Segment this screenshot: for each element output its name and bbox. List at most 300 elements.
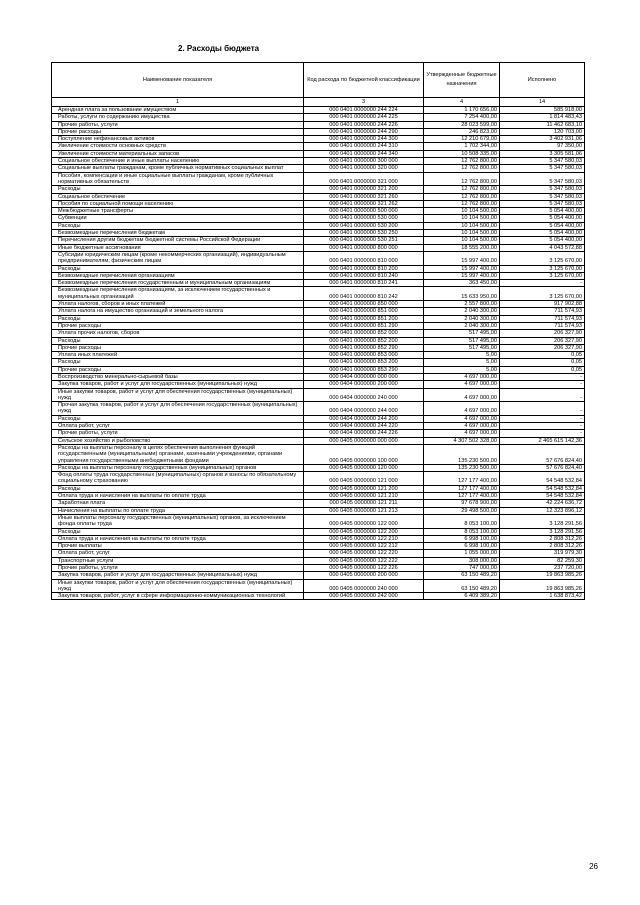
- expense-code-cell: 000 0401 0000000 244 224: [304, 107, 424, 114]
- indicator-name-cell: Социальные выплаты гражданам, кроме публичных нормативных социальных выплат: [52, 165, 304, 172]
- expense-code-cell: 000 0401 0000000 852 290: [304, 344, 424, 351]
- indicator-name-cell: Расходы: [52, 265, 304, 272]
- executed-amount-cell: 711 574,93: [500, 322, 585, 329]
- column-number: 1: [52, 98, 304, 107]
- expense-code-cell: 000 0404 0000000 244 226: [304, 430, 424, 437]
- executed-amount-cell: 57 676 824,40: [500, 444, 585, 464]
- table-row: [52, 415, 585, 422]
- executed-amount-cell: 19 863 985,26: [500, 579, 585, 593]
- expense-code-cell: 000 0405 0000000 122 220: [304, 550, 424, 557]
- executed-amount-cell: 5 347 580,03: [500, 200, 585, 207]
- approved-amount-cell: 2 040 300,00: [424, 308, 500, 315]
- table-row: [52, 423, 585, 430]
- approved-amount-cell: 127 177 400,00: [424, 493, 500, 500]
- table-row: [52, 402, 585, 416]
- indicator-name-cell: Увеличение стоимости основных средств: [52, 143, 304, 150]
- expense-code-cell: 000 0401 0000000 530 251: [304, 237, 424, 244]
- approved-amount-cell: 63 150 489,20: [424, 579, 500, 593]
- indicator-name-cell: Пособия, компенсации и иные социальные выплаты гражданам, кроме публичных нормативных обязательств: [52, 172, 304, 186]
- executed-amount-cell: 3 128 291,56: [500, 514, 585, 528]
- indicator-name-cell: Безвозмездные перечисления организациям, за исключением государственных и муниципальных организаций: [52, 287, 304, 301]
- table-row: [52, 514, 585, 528]
- executed-amount-cell: 3 125 670,00: [500, 265, 585, 272]
- expense-code-cell: 000 0401 0000000 244 340: [304, 150, 424, 157]
- approved-amount-cell: 135 230 500,00: [424, 464, 500, 471]
- expense-code-cell: 000 0401 0000000 852 200: [304, 337, 424, 344]
- expense-code-cell: 000 0405 0000000 100 000: [304, 444, 424, 464]
- expense-code-cell: 000 0404 0000000 240 000: [304, 388, 424, 402]
- expense-code-cell: 000 0401 0000000 321 200: [304, 186, 424, 193]
- approved-amount-cell: 4 697 000,00: [424, 430, 500, 437]
- indicator-name-cell: Прочие выплаты: [52, 543, 304, 550]
- column-number: 14: [500, 98, 585, 107]
- table-row: [52, 359, 585, 366]
- approved-amount-cell: 15 997 400,00: [424, 272, 500, 279]
- column-number: 3: [304, 98, 424, 107]
- executed-amount-cell: 206 327,90: [500, 337, 585, 344]
- approved-amount-cell: 28 023 599,00: [424, 121, 500, 128]
- expense-code-cell: 000 0401 0000000 800 000: [304, 244, 424, 251]
- indicator-name-cell: Расходы: [52, 222, 304, 229]
- expense-code-cell: 000 0404 0000000 200 000: [304, 381, 424, 388]
- indicator-name-cell: Расходы: [52, 337, 304, 344]
- expense-code-cell: 000 0401 0000000 244 225: [304, 114, 424, 121]
- approved-amount-cell: 2 040 300,00: [424, 322, 500, 329]
- table-row: [52, 200, 585, 207]
- table-row: [52, 352, 585, 359]
- executed-amount-cell: 0,05: [500, 366, 585, 373]
- header-indicator-name: Наименование показателя: [52, 63, 304, 98]
- table-row: [52, 215, 585, 222]
- approved-amount-cell: 5,00: [424, 359, 500, 366]
- expense-code-cell: 000 0405 0000000 122 226: [304, 565, 424, 572]
- executed-amount-cell: 0,05: [500, 352, 585, 359]
- table-row: [52, 593, 585, 600]
- expense-code-cell: 000 0401 0000000 530 250: [304, 230, 424, 237]
- approved-amount-cell: 6 998 100,00: [424, 543, 500, 550]
- approved-amount-cell: 4 697 000,00: [424, 415, 500, 422]
- indicator-name-cell: Закупка товаров, работ и услуг для государственных (муниципальных) нужд: [52, 572, 304, 579]
- executed-amount-cell: 5 347 580,03: [500, 193, 585, 200]
- approved-amount-cell: 29 498 500,00: [424, 507, 500, 514]
- table-row: [52, 381, 585, 388]
- approved-amount-cell: 517 495,00: [424, 344, 500, 351]
- indicator-name-cell: Заработная плата: [52, 500, 304, 507]
- executed-amount-cell: 54 548 532,84: [500, 472, 585, 486]
- approved-amount-cell: 15 997 400,00: [424, 265, 500, 272]
- table-row: [52, 565, 585, 572]
- expense-code-cell: 000 0401 0000000 851 000: [304, 308, 424, 315]
- table-row: [52, 550, 585, 557]
- expense-code-cell: 000 0401 0000000 244 290: [304, 128, 424, 135]
- expense-code-cell: 000 0401 0000000 321 262: [304, 200, 424, 207]
- indicator-name-cell: Расходы на выплаты персоналу в целях обеспечения выполнения функций государственными (муниципальными) органами, казенными учреждениями, органами управления государственными внебюджетными фондами: [52, 444, 304, 464]
- executed-amount-cell: 2 465 615 142,36: [500, 437, 585, 444]
- table-row: [52, 280, 585, 287]
- expense-code-cell: 000 0401 0000000 300 000: [304, 158, 424, 165]
- indicator-name-cell: Безвозмездные перечисления государственным и муниципальным организациям: [52, 280, 304, 287]
- executed-amount-cell: 97 350,00: [500, 143, 585, 150]
- indicator-name-cell: Иные бюджетные ассигнования: [52, 244, 304, 251]
- indicator-name-cell: Расходы: [52, 359, 304, 366]
- executed-amount-cell: 42 224 636,72: [500, 500, 585, 507]
- approved-amount-cell: 10 104 500,00: [424, 215, 500, 222]
- executed-amount-cell: 2 808 312,26: [500, 535, 585, 542]
- indicator-name-cell: Арендная плата за пользование имуществом: [52, 107, 304, 114]
- page-number: 26: [589, 862, 598, 871]
- approved-amount-cell: 12 762 800,00: [424, 193, 500, 200]
- executed-amount-cell: -: [500, 430, 585, 437]
- table-row: [52, 322, 585, 329]
- expense-code-cell: 000 0401 0000000 530 000: [304, 215, 424, 222]
- table-row: [52, 315, 585, 322]
- executed-amount-cell: 82 259,30: [500, 557, 585, 564]
- approved-amount-cell: 308 000,00: [424, 557, 500, 564]
- expense-code-cell: 000 0401 0000000 850 000: [304, 301, 424, 308]
- table-row: [52, 222, 585, 229]
- approved-amount-cell: 135 230 500,00: [424, 444, 500, 464]
- table-row: [52, 373, 585, 380]
- approved-amount-cell: 4 307 502 328,00: [424, 437, 500, 444]
- expense-code-cell: 000 0405 0000000 121 210: [304, 493, 424, 500]
- executed-amount-cell: 5 054 400,00: [500, 230, 585, 237]
- expense-code-cell: 000 0404 0000000 244 200: [304, 415, 424, 422]
- executed-amount-cell: 319 979,30: [500, 550, 585, 557]
- expense-code-cell: 000 0401 0000000 852 000: [304, 330, 424, 337]
- expense-code-cell: 000 0401 0000000 851 290: [304, 322, 424, 329]
- approved-amount-cell: 10 104 500,00: [424, 237, 500, 244]
- executed-amount-cell: 5 054 400,00: [500, 208, 585, 215]
- indicator-name-cell: Прочие расходы: [52, 366, 304, 373]
- approved-amount-cell: 4 697 000,00: [424, 381, 500, 388]
- table-row: [52, 485, 585, 492]
- expense-code-cell: 000 0401 0000000 810 200: [304, 265, 424, 272]
- table-row: [52, 430, 585, 437]
- expense-code-cell: 000 0401 0000000 244 310: [304, 143, 424, 150]
- expense-code-cell: 000 0405 0000000 120 000: [304, 464, 424, 471]
- expense-code-cell: 000 0405 0000000 121 213: [304, 507, 424, 514]
- expense-code-cell: 000 0401 0000000 810 240: [304, 272, 424, 279]
- expense-code-cell: 000 0405 0000000 121 000: [304, 472, 424, 486]
- indicator-name-cell: Иные закупки товаров, работ и услуг для обеспечения государственных (муниципальных) нужд: [52, 579, 304, 593]
- approved-amount-cell: 10 104 500,00: [424, 208, 500, 215]
- table-row: [52, 136, 585, 143]
- indicator-name-cell: Иные закупки товаров, работ и услуг для обеспечения государственных (муниципальных) нужд: [52, 388, 304, 402]
- table-row: [52, 193, 585, 200]
- expense-code-cell: 000 0405 0000000 122 210: [304, 535, 424, 542]
- approved-amount-cell: 4 697 000,00: [424, 373, 500, 380]
- indicator-name-cell: Оплата труда и начисления на выплаты по оплате труда: [52, 535, 304, 542]
- section-title: 2. Расходы бюджета: [178, 44, 260, 53]
- table-row: [52, 107, 585, 114]
- indicator-name-cell: Воспроизводство минерально-сырьевой базы: [52, 373, 304, 380]
- table-row: [52, 535, 585, 542]
- indicator-name-cell: Иные выплаты персоналу государственных (муниципальных) органов, за исключением фонда оплаты труда: [52, 514, 304, 528]
- approved-amount-cell: 12 762 800,00: [424, 158, 500, 165]
- indicator-name-cell: Уплата налога на имущество организаций и земельного налога: [52, 308, 304, 315]
- header-executed: Исполнено: [500, 63, 585, 98]
- expense-code-cell: 000 0404 0000000 244 000: [304, 402, 424, 416]
- expense-code-cell: 000 0405 0000000 122 222: [304, 557, 424, 564]
- executed-amount-cell: 711 574,93: [500, 315, 585, 322]
- approved-amount-cell: 12 210 679,00: [424, 136, 500, 143]
- executed-amount-cell: 1 814 483,43: [500, 114, 585, 121]
- approved-amount-cell: 12 762 800,00: [424, 165, 500, 172]
- indicator-name-cell: Транспортные услуги: [52, 557, 304, 564]
- executed-amount-cell: 3 128 291,56: [500, 528, 585, 535]
- indicator-name-cell: Работы, услуги по содержанию имущества: [52, 114, 304, 121]
- expense-code-cell: 000 0405 0000000 121 211: [304, 500, 424, 507]
- table-row: [52, 150, 585, 157]
- indicator-name-cell: Расходы: [52, 415, 304, 422]
- indicator-name-cell: Субсидии юридическим лицам (кроме некоммерческих организаций), индивидуальным предпринимателям, физическим лицам: [52, 251, 304, 265]
- approved-amount-cell: 127 177 400,00: [424, 485, 500, 492]
- expense-code-cell: 000 0401 0000000 320 000: [304, 165, 424, 172]
- approved-amount-cell: 18 555 200,00: [424, 244, 500, 251]
- expense-code-cell: 000 0401 0000000 853 290: [304, 366, 424, 373]
- approved-amount-cell: 10 508 335,00: [424, 150, 500, 157]
- table-row: [52, 557, 585, 564]
- indicator-name-cell: Безвозмездные перечисления организациям: [52, 272, 304, 279]
- table-row: [52, 337, 585, 344]
- approved-amount-cell: 2 557 800,00: [424, 301, 500, 308]
- expense-code-cell: 000 0401 0000000 321 000: [304, 172, 424, 186]
- indicator-name-cell: Расходы: [52, 528, 304, 535]
- indicator-name-cell: Межбюджетные трансферты: [52, 208, 304, 215]
- expense-code-cell: 000 0405 0000000 240 000: [304, 579, 424, 593]
- approved-amount-cell: 747 000,00: [424, 565, 500, 572]
- executed-amount-cell: 5 347 580,03: [500, 165, 585, 172]
- indicator-name-cell: Субвенции: [52, 215, 304, 222]
- expense-code-cell: 000 0401 0000000 244 300: [304, 136, 424, 143]
- executed-amount-cell: 4 043 572,88: [500, 244, 585, 251]
- table-row: [52, 572, 585, 579]
- indicator-name-cell: Оплата работ, услуг: [52, 423, 304, 430]
- approved-amount-cell: 5,00: [424, 352, 500, 359]
- table-row: [52, 507, 585, 514]
- executed-amount-cell: 5 347 580,03: [500, 158, 585, 165]
- table-row: [52, 230, 585, 237]
- table-row: [52, 172, 585, 186]
- expense-code-cell: 000 0401 0000000 853 200: [304, 359, 424, 366]
- executed-amount-cell: 206 327,90: [500, 330, 585, 337]
- executed-amount-cell: -: [500, 280, 585, 287]
- expense-code-cell: 000 0405 0000000 122 000: [304, 514, 424, 528]
- table-row: [52, 493, 585, 500]
- indicator-name-cell: Прочие расходы: [52, 128, 304, 135]
- table-row: [52, 251, 585, 265]
- approved-amount-cell: 517 495,00: [424, 330, 500, 337]
- approved-amount-cell: 4 697 000,00: [424, 388, 500, 402]
- indicator-name-cell: Оплата работ, услуг: [52, 550, 304, 557]
- executed-amount-cell: 57 676 824,40: [500, 464, 585, 471]
- approved-amount-cell: 8 053 100,00: [424, 528, 500, 535]
- table-row: [52, 114, 585, 121]
- table-row: [52, 330, 585, 337]
- table-row: [52, 244, 585, 251]
- executed-amount-cell: 3 125 670,00: [500, 251, 585, 265]
- table-row: [52, 464, 585, 471]
- executed-amount-cell: 3 305 581,06: [500, 150, 585, 157]
- executed-amount-cell: -: [500, 423, 585, 430]
- table-row: [52, 472, 585, 486]
- indicator-name-cell: Фонд оплаты труда государственных (муниципальных) органов и взносы по обязательному социальному страхованию: [52, 472, 304, 486]
- table-row: [52, 272, 585, 279]
- indicator-name-cell: Расходы: [52, 186, 304, 193]
- expense-code-cell: 000 0401 0000000 244 226: [304, 121, 424, 128]
- table-row: [52, 500, 585, 507]
- table-row: [52, 121, 585, 128]
- approved-amount-cell: 6 998 100,00: [424, 535, 500, 542]
- budget-expenses-table: [51, 62, 585, 600]
- executed-amount-cell: 54 548 532,84: [500, 485, 585, 492]
- table-row: [52, 143, 585, 150]
- executed-amount-cell: 3 402 931,06: [500, 136, 585, 143]
- approved-amount-cell: 246 823,00: [424, 128, 500, 135]
- executed-amount-cell: 585 918,00: [500, 107, 585, 114]
- table-row: [52, 287, 585, 301]
- executed-amount-cell: 11 462 683,10: [500, 121, 585, 128]
- table-row: [52, 543, 585, 550]
- executed-amount-cell: 120 703,00: [500, 128, 585, 135]
- approved-amount-cell: 10 104 500,00: [424, 230, 500, 237]
- expense-code-cell: 000 0401 0000000 810 241: [304, 280, 424, 287]
- approved-amount-cell: 7 254 400,00: [424, 114, 500, 121]
- approved-amount-cell: 1 055 000,00: [424, 550, 500, 557]
- table-row: [52, 308, 585, 315]
- indicator-name-cell: Поступление нефинансовых активов: [52, 136, 304, 143]
- header-row: [52, 63, 585, 98]
- executed-amount-cell: -: [500, 415, 585, 422]
- executed-amount-cell: 5 347 580,03: [500, 186, 585, 193]
- header-expense-code: Код расхода по бюджетной классификации: [304, 63, 424, 98]
- expense-code-cell: 000 0405 0000000 000 000: [304, 437, 424, 444]
- expense-code-cell: 000 0405 0000000 121 200: [304, 485, 424, 492]
- executed-amount-cell: 3 125 670,00: [500, 272, 585, 279]
- executed-amount-cell: -: [500, 381, 585, 388]
- expense-code-cell: 000 0404 0000000 000 000: [304, 373, 424, 380]
- executed-amount-cell: 54 548 532,84: [500, 493, 585, 500]
- table-row: [52, 388, 585, 402]
- executed-amount-cell: 5 054 400,00: [500, 237, 585, 244]
- indicator-name-cell: Прочие расходы: [52, 322, 304, 329]
- expense-code-cell: 000 0404 0000000 244 220: [304, 423, 424, 430]
- indicator-name-cell: Пособия по социальной помощи населению: [52, 200, 304, 207]
- expense-code-cell: 000 0401 0000000 810 242: [304, 287, 424, 301]
- approved-amount-cell: 8 053 100,00: [424, 514, 500, 528]
- table-row: [52, 208, 585, 215]
- executed-amount-cell: -: [500, 373, 585, 380]
- approved-amount-cell: 15 997 400,00: [424, 251, 500, 265]
- executed-amount-cell: 0,05: [500, 359, 585, 366]
- approved-amount-cell: 6 409 389,20: [424, 593, 500, 600]
- header-approved: Утвержденные бюджетные назначения: [424, 63, 500, 98]
- indicator-name-cell: Прочие работы, услуги: [52, 565, 304, 572]
- indicator-name-cell: Перечисления другим бюджетам бюджетной системы Российской Федерации: [52, 237, 304, 244]
- indicator-name-cell: Социальное обеспечение и иные выплаты населению: [52, 158, 304, 165]
- executed-amount-cell: -: [500, 402, 585, 416]
- expense-code-cell: 000 0401 0000000 853 000: [304, 352, 424, 359]
- approved-amount-cell: 1 702 344,00: [424, 143, 500, 150]
- executed-amount-cell: 237 720,00: [500, 565, 585, 572]
- indicator-name-cell: Прочие работы, услуги: [52, 121, 304, 128]
- executed-amount-cell: 1 638 873,42: [500, 593, 585, 600]
- approved-amount-cell: 4 697 000,00: [424, 402, 500, 416]
- approved-amount-cell: 12 762 800,00: [424, 200, 500, 207]
- expense-code-cell: 000 0405 0000000 200 000: [304, 572, 424, 579]
- table-row: [52, 165, 585, 172]
- expense-code-cell: 000 0401 0000000 321 260: [304, 193, 424, 200]
- expense-code-cell: 000 0405 0000000 242 000: [304, 593, 424, 600]
- indicator-name-cell: Уплата прочих налогов, сборов: [52, 330, 304, 337]
- approved-amount-cell: 63 150 489,20: [424, 572, 500, 579]
- table-row: [52, 579, 585, 593]
- approved-amount-cell: 1 170 656,00: [424, 107, 500, 114]
- approved-amount-cell: 127 177 400,00: [424, 472, 500, 486]
- indicator-name-cell: Начисления на выплаты по оплате труда: [52, 507, 304, 514]
- indicator-name-cell: Увеличение стоимости материальных запасов: [52, 150, 304, 157]
- approved-amount-cell: 10 104 500,00: [424, 222, 500, 229]
- table-row: [52, 528, 585, 535]
- approved-amount-cell: 517 495,00: [424, 337, 500, 344]
- executed-amount-cell: 5 347 580,03: [500, 172, 585, 186]
- expense-code-cell: 000 0401 0000000 810 000: [304, 251, 424, 265]
- approved-amount-cell: 97 678 900,00: [424, 500, 500, 507]
- expense-code-cell: 000 0401 0000000 530 200: [304, 222, 424, 229]
- approved-amount-cell: 12 762 800,00: [424, 172, 500, 186]
- table-row: [52, 344, 585, 351]
- approved-amount-cell: 5,00: [424, 366, 500, 373]
- expense-code-cell: 000 0401 0000000 500 000: [304, 208, 424, 215]
- approved-amount-cell: 12 762 800,00: [424, 186, 500, 193]
- table-row: [52, 301, 585, 308]
- executed-amount-cell: 2 808 312,26: [500, 543, 585, 550]
- indicator-name-cell: Прочие работы, услуги: [52, 430, 304, 437]
- executed-amount-cell: 5 054 400,00: [500, 215, 585, 222]
- executed-amount-cell: 3 125 670,00: [500, 287, 585, 301]
- executed-amount-cell: 12 323 896,12: [500, 507, 585, 514]
- executed-amount-cell: 206 327,90: [500, 344, 585, 351]
- table-row: [52, 237, 585, 244]
- approved-amount-cell: 363 450,00: [424, 280, 500, 287]
- indicator-name-cell: Социальное обеспечение: [52, 193, 304, 200]
- table-row: [52, 437, 585, 444]
- expense-code-cell: 000 0401 0000000 851 200: [304, 315, 424, 322]
- indicator-name-cell: Оплата труда и начисления на выплаты по оплате труда: [52, 493, 304, 500]
- indicator-name-cell: Закупка товаров, работ, услуг в сфере информационно-коммуникационных технологий: [52, 593, 304, 600]
- column-number: 4: [424, 98, 500, 107]
- indicator-name-cell: Сельское хозяйство и рыболовство: [52, 437, 304, 444]
- expense-code-cell: 000 0405 0000000 122 200: [304, 528, 424, 535]
- indicator-name-cell: Расходы на выплаты персоналу государственных (муниципальных) органов: [52, 464, 304, 471]
- indicator-name-cell: Закупка товаров, работ и услуг для государственных (муниципальных) нужд: [52, 381, 304, 388]
- expense-code-cell: 000 0405 0000000 122 212: [304, 543, 424, 550]
- indicator-name-cell: Расходы: [52, 485, 304, 492]
- executed-amount-cell: 5 054 400,00: [500, 222, 585, 229]
- indicator-name-cell: Прочая закупка товаров, работ и услуг для обеспечения государственных (муниципальных) нужд: [52, 402, 304, 416]
- table-row: [52, 128, 585, 135]
- indicator-name-cell: Уплата налогов, сборов и иных платежей: [52, 301, 304, 308]
- indicator-name-cell: Безвозмездные перечисления бюджетам: [52, 230, 304, 237]
- indicator-name-cell: Уплата иных платежей: [52, 352, 304, 359]
- executed-amount-cell: 917 902,88: [500, 301, 585, 308]
- approved-amount-cell: 2 040 300,00: [424, 315, 500, 322]
- column-number-row: [52, 98, 585, 107]
- executed-amount-cell: 711 574,93: [500, 308, 585, 315]
- table-row: [52, 366, 585, 373]
- executed-amount-cell: 19 863 985,26: [500, 572, 585, 579]
- approved-amount-cell: 15 633 950,00: [424, 287, 500, 301]
